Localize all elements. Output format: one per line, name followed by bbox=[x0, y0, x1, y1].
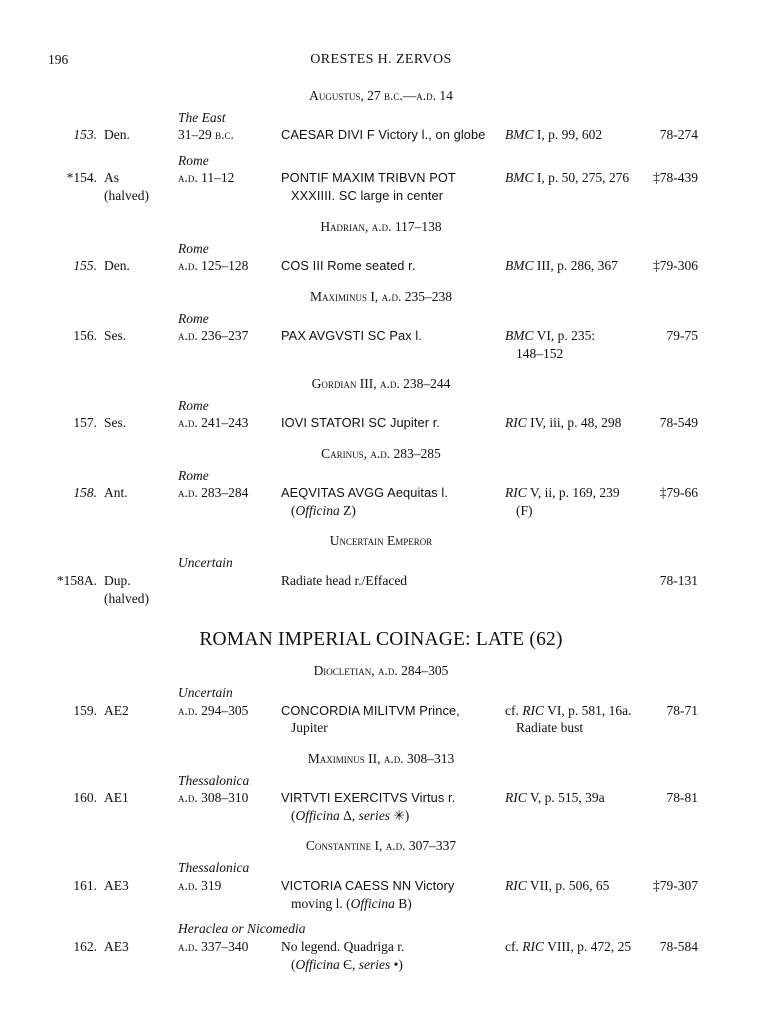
entry-number: 155. bbox=[73, 258, 97, 273]
inventory-number: 78-131 bbox=[659, 573, 698, 588]
ruler-heading-constantine-i: Constantine I, a.d. 307–337 bbox=[305, 838, 457, 853]
entry-number: 153. bbox=[73, 127, 97, 142]
entry-number: 156. bbox=[73, 328, 97, 343]
entry-number: 161. bbox=[73, 878, 97, 893]
reference bbox=[505, 170, 629, 186]
mint-name: Rome bbox=[178, 241, 209, 256]
reference-detail: I, p. 99, 602 bbox=[533, 127, 603, 142]
mint-name: Rome bbox=[178, 468, 209, 483]
ruler-heading-diocletian: Diocletian, a.d. 284–305 bbox=[313, 663, 449, 678]
ruler-heading-uncertain: Uncertain Emperor bbox=[329, 533, 433, 548]
entry-number: 158. bbox=[73, 485, 97, 500]
issue-date: a.d. 125–128 bbox=[178, 258, 249, 273]
coin-description: VICTORIA CAESS NN Victory bbox=[281, 878, 455, 893]
inventory-number: 78-584 bbox=[659, 939, 698, 954]
reference-abbrev: RIC bbox=[505, 415, 527, 430]
coin-description: No legend. Quadriga r. bbox=[281, 939, 405, 954]
mint-name: Thessalonica bbox=[178, 773, 250, 788]
inventory-number: ‡79-307 bbox=[653, 878, 698, 893]
reference bbox=[505, 703, 632, 719]
issue-date: a.d. 308–310 bbox=[178, 790, 249, 805]
reference-cont: (F) bbox=[516, 503, 533, 518]
coin-description: Radiate head r./Effaced bbox=[281, 573, 408, 588]
series-label: series bbox=[358, 808, 391, 823]
denomination: AE2 bbox=[104, 703, 129, 718]
issue-date: a.d. 294–305 bbox=[178, 703, 249, 718]
issue-date: a.d. 241–243 bbox=[178, 415, 249, 430]
denomination: Den. bbox=[104, 258, 130, 273]
entry-number: 160. bbox=[73, 790, 97, 805]
reference-detail: IV, iii, p. 48, 298 bbox=[526, 415, 622, 430]
issue-date: a.d. 11–12 bbox=[178, 170, 235, 185]
mint-name: Heraclea or Nicomedia bbox=[178, 921, 306, 936]
denomination: Ant. bbox=[104, 485, 128, 500]
reference-abbrev: BMC bbox=[505, 127, 534, 142]
mint-name: Rome bbox=[178, 311, 209, 326]
entry-number: 159. bbox=[73, 703, 97, 718]
denomination-note: (halved) bbox=[104, 188, 149, 203]
coin-description: CAESAR DIVI F Victory l., on globe bbox=[281, 127, 486, 142]
coin-description-cont bbox=[291, 896, 412, 912]
reference bbox=[505, 415, 621, 431]
reference-abbrev: RIC bbox=[505, 485, 527, 500]
mint-name: Thessalonica bbox=[178, 860, 250, 875]
reference bbox=[505, 328, 595, 344]
reference bbox=[505, 878, 609, 894]
issue-date: 31–29 b.c. bbox=[178, 127, 234, 142]
inventory-number: ‡79-306 bbox=[653, 258, 698, 273]
mint-name: The East bbox=[178, 110, 226, 125]
coin-description-cont: Jupiter bbox=[291, 720, 328, 735]
coin-description-cont bbox=[291, 503, 356, 519]
reference bbox=[505, 939, 631, 955]
reference-prefix: cf. bbox=[505, 703, 523, 718]
ruler-heading-maximinus-i: Maximinus I, a.d. 235–238 bbox=[310, 289, 452, 304]
reference-abbrev: BMC bbox=[505, 170, 534, 185]
reference-abbrev: BMC bbox=[505, 258, 534, 273]
mint-name: Rome bbox=[178, 153, 209, 168]
reference-detail: VIII, p. 472, 25 bbox=[544, 939, 632, 954]
ruler-heading-augustus: Augustus, 27 b.c.—a.d. 14 bbox=[309, 88, 453, 103]
reference-detail: VI, p. 235: bbox=[533, 328, 596, 343]
issue-date: a.d. 283–284 bbox=[178, 485, 249, 500]
section-title: ROMAN IMPERIAL COINAGE: LATE (62) bbox=[199, 629, 563, 650]
officina-label: Officina bbox=[295, 503, 340, 518]
desc-open: ( bbox=[291, 957, 296, 972]
inventory-number: 78-549 bbox=[659, 415, 698, 430]
coin-description: PAX AVGVSTI SC Pax l. bbox=[281, 328, 423, 343]
reference-prefix: cf. bbox=[505, 939, 523, 954]
coin-description: VIRTVTI EXERCITVS Virtus r. bbox=[281, 790, 456, 805]
reference bbox=[505, 790, 605, 806]
ruler-heading-gordian-iii: Gordian III, a.d. 238–244 bbox=[311, 376, 451, 391]
denomination: AE3 bbox=[104, 878, 129, 893]
entry-number: *154. bbox=[66, 170, 97, 185]
reference-abbrev: RIC bbox=[522, 939, 544, 954]
reference-detail: V, ii, p. 169, 239 bbox=[526, 485, 620, 500]
reference-cont: Radiate bust bbox=[516, 720, 584, 735]
denomination-note: (halved) bbox=[104, 591, 149, 606]
desc-open: ( bbox=[291, 808, 296, 823]
mint-name: Uncertain bbox=[178, 685, 233, 700]
officina-label: Officina bbox=[295, 808, 340, 823]
desc-open: moving l. ( bbox=[291, 896, 351, 911]
officina-label: Officina bbox=[295, 957, 340, 972]
denomination: Ses. bbox=[104, 415, 127, 430]
officina-mark: Є, bbox=[339, 957, 359, 972]
reference-abbrev: BMC bbox=[505, 328, 534, 343]
officina-mark: Z) bbox=[339, 503, 356, 518]
inventory-number: ‡79-66 bbox=[659, 485, 698, 500]
ruler-heading-hadrian: Hadrian, a.d. 117–138 bbox=[320, 219, 442, 234]
reference-abbrev: RIC bbox=[505, 790, 527, 805]
officina-label: Officina bbox=[350, 896, 395, 911]
desc-open: ( bbox=[291, 503, 296, 518]
series-mark: •) bbox=[390, 957, 403, 972]
reference bbox=[505, 258, 618, 274]
denomination: Dup. bbox=[104, 573, 131, 588]
mint-name: Rome bbox=[178, 398, 209, 413]
reference bbox=[505, 127, 602, 143]
series-label: series bbox=[358, 957, 391, 972]
reference-detail: VI, p. 581, 16a. bbox=[544, 703, 632, 718]
inventory-number: 78-81 bbox=[666, 790, 698, 805]
denomination: Ses. bbox=[104, 328, 127, 343]
inventory-number: 79-75 bbox=[666, 328, 698, 343]
reference-abbrev: RIC bbox=[522, 703, 544, 718]
page-number: 196 bbox=[48, 52, 69, 67]
ruler-heading-carinus: Carinus, a.d. 283–285 bbox=[321, 446, 441, 461]
reference-detail: VII, p. 506, 65 bbox=[526, 878, 610, 893]
reference-detail: III, p. 286, 367 bbox=[533, 258, 618, 273]
coin-description: CONCORDIA MILITVM Prince, bbox=[281, 703, 460, 718]
coin-description-cont: XXXIIII. SC large in center bbox=[291, 188, 444, 203]
series-mark: ✳) bbox=[390, 808, 410, 823]
denomination: Den. bbox=[104, 127, 130, 142]
reference-cont: 148–152 bbox=[516, 346, 564, 361]
inventory-number: ‡78-439 bbox=[653, 170, 698, 185]
running-title: ORESTES H. ZERVOS bbox=[310, 52, 452, 67]
reference-detail: V, p. 515, 39a bbox=[526, 790, 605, 805]
coin-description: COS III Rome seated r. bbox=[281, 258, 416, 273]
officina-mark: Δ, bbox=[339, 808, 359, 823]
ruler-heading-maximinus-ii: Maximinus II, a.d. 308–313 bbox=[307, 751, 455, 766]
coin-description: AEQVITAS AVGG Aequitas l. bbox=[281, 485, 449, 500]
reference bbox=[505, 485, 620, 501]
entry-number: 157. bbox=[73, 415, 97, 430]
inventory-number: 78-274 bbox=[659, 127, 698, 142]
coin-description: IOVI STATORI SC Jupiter r. bbox=[281, 415, 441, 430]
issue-date: a.d. 319 bbox=[178, 878, 222, 893]
denomination: AE3 bbox=[104, 939, 129, 954]
mint-name: Uncertain bbox=[178, 555, 233, 570]
denomination: As bbox=[104, 170, 120, 185]
issue-date: a.d. 337–340 bbox=[178, 939, 249, 954]
coin-description-cont bbox=[291, 957, 403, 973]
reference-abbrev: RIC bbox=[505, 878, 527, 893]
coin-description-cont bbox=[291, 808, 409, 824]
coin-description: PONTIF MAXIM TRIBVN POT bbox=[281, 170, 456, 185]
denomination: AE1 bbox=[104, 790, 129, 805]
issue-date: a.d. 236–237 bbox=[178, 328, 249, 343]
entry-number: *158A. bbox=[56, 573, 97, 588]
entry-number: 162. bbox=[73, 939, 97, 954]
inventory-number: 78-71 bbox=[666, 703, 698, 718]
officina-mark: B) bbox=[394, 896, 412, 911]
reference-detail: I, p. 50, 275, 276 bbox=[533, 170, 630, 185]
